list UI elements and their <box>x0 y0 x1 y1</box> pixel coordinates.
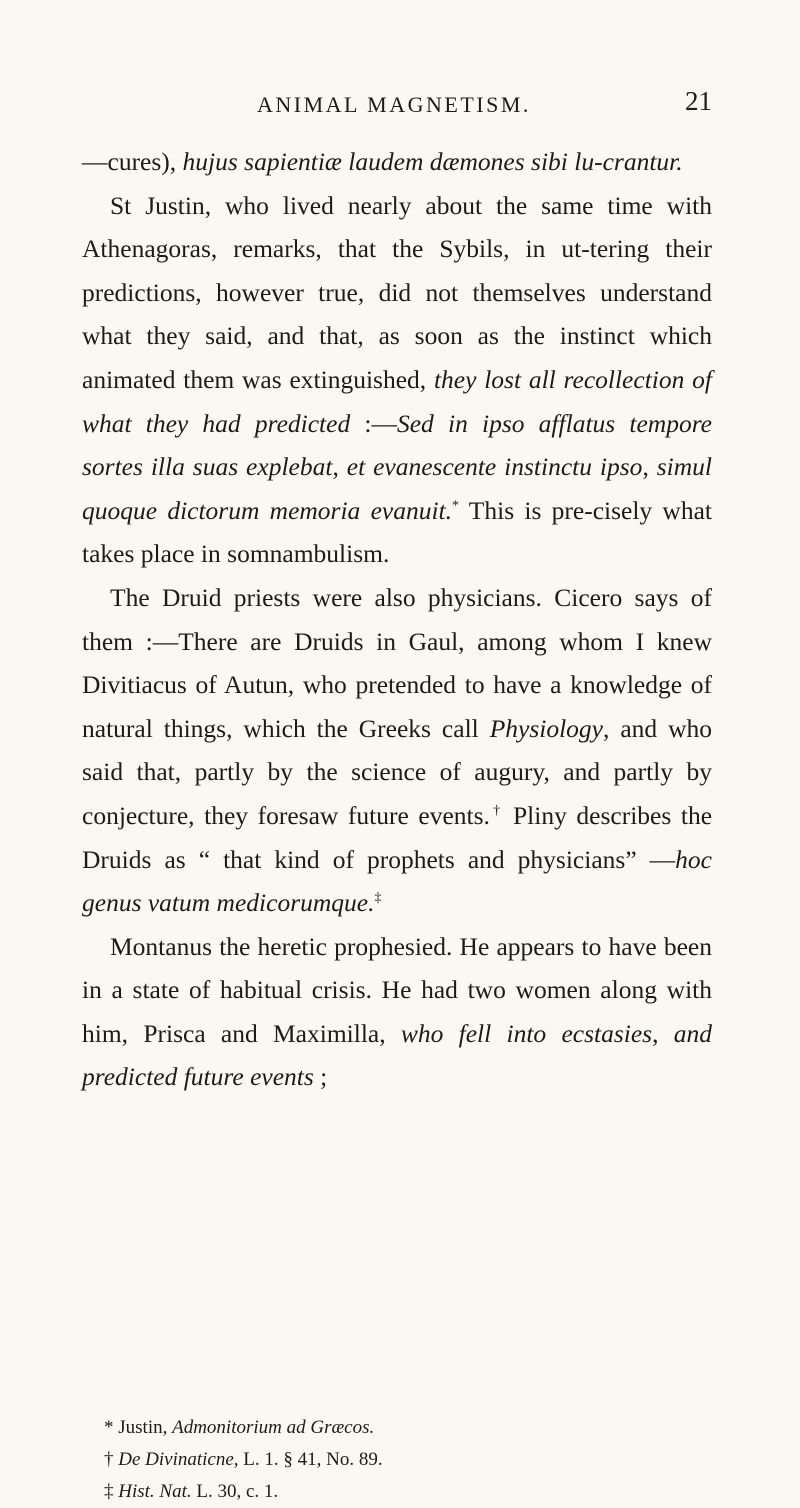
footnote-ref: ‡ <box>374 890 382 906</box>
text-run: , <box>652 1018 674 1048</box>
latin-quote: hoc genus vatum medicorumque. <box>82 844 712 918</box>
italic-run: and predicted future events <box>82 1018 712 1092</box>
paragraph <box>82 925 712 1099</box>
footnote-mark: † <box>104 1449 119 1470</box>
latin-quote: et evanescente instinctu ipso <box>346 452 643 482</box>
paragraph <box>82 576 712 925</box>
italic-run: who fell into ecstasies <box>400 1018 653 1048</box>
body-text <box>82 140 712 1099</box>
footnote-mark: * <box>104 1417 119 1438</box>
text-run: The Druid priests were also physicians. Cicero says of them :—There are Druids in Gaul, among whom I knew Divitiacus of Autun, who pretended to have a knowledge of natural things, which the Greeks call <box>82 582 712 743</box>
running-title: ANIMAL MAGNETISM. <box>257 92 531 117</box>
footnote <box>104 1444 704 1476</box>
footnote-ref: * <box>452 498 459 514</box>
footnote <box>104 1476 704 1508</box>
text-run: ; <box>313 1062 328 1092</box>
text-run: —cures), <box>82 147 183 176</box>
footnote <box>104 1412 704 1444</box>
text-run: This is pre-cisely what takes place in somnambulism. <box>82 495 712 569</box>
footnote-ref: † <box>489 803 504 819</box>
italic-run: Physiology <box>489 713 603 743</box>
page-number: 21 <box>685 86 712 116</box>
text-run: L. 30, c. 1. <box>191 1481 279 1502</box>
latin-quote: Sed in ipso afflatus tempore sortes illa suas explebat <box>82 408 712 482</box>
latin-quote: hujus sapientiæ laudem dæmones sibi lu-crantur. <box>182 147 683 176</box>
footnote-mark: ‡ <box>104 1481 119 1502</box>
paragraph <box>82 184 712 576</box>
text-run: :— <box>350 408 397 438</box>
paragraph <box>82 140 712 184</box>
citation-title: Admonitorium ad Græcos. <box>172 1417 375 1438</box>
citation-title: De Divinaticne <box>118 1449 234 1470</box>
footnotes <box>104 1412 704 1508</box>
text-run: Pliny describes the Druids as “ that kind of prophets and physicians” — <box>82 800 713 874</box>
running-header <box>82 82 712 122</box>
text-run: Montanus the heretic prophesied. He appears to have been in a state of habitual crisis. He had two women along with him, Prisca and Maximilla, <box>82 931 712 1048</box>
latin-quote: simul quoque dictorum memoria evanuit. <box>82 452 713 525</box>
text-run: Justin, <box>118 1417 173 1438</box>
citation-title: Hist. Nat. <box>118 1481 192 1502</box>
text-run: , <box>642 452 657 482</box>
text-run: St Justin, who lived nearly about the same time with Athenagoras, remarks, that the Sybils, in ut-tering their predictions, however true, did not themselves understand what they said, and that, as soon as the instinct which animated them was extinguished, <box>82 190 712 394</box>
text-run: , and who said that, partly by the science of augury, and partly by conjecture, they foresaw future events. <box>82 713 712 830</box>
text-run: , L. 1. § 41, No. 89. <box>233 1449 383 1470</box>
text-run: , <box>332 452 347 482</box>
italic-run: they lost all recollection of what they had predicted <box>82 364 712 438</box>
